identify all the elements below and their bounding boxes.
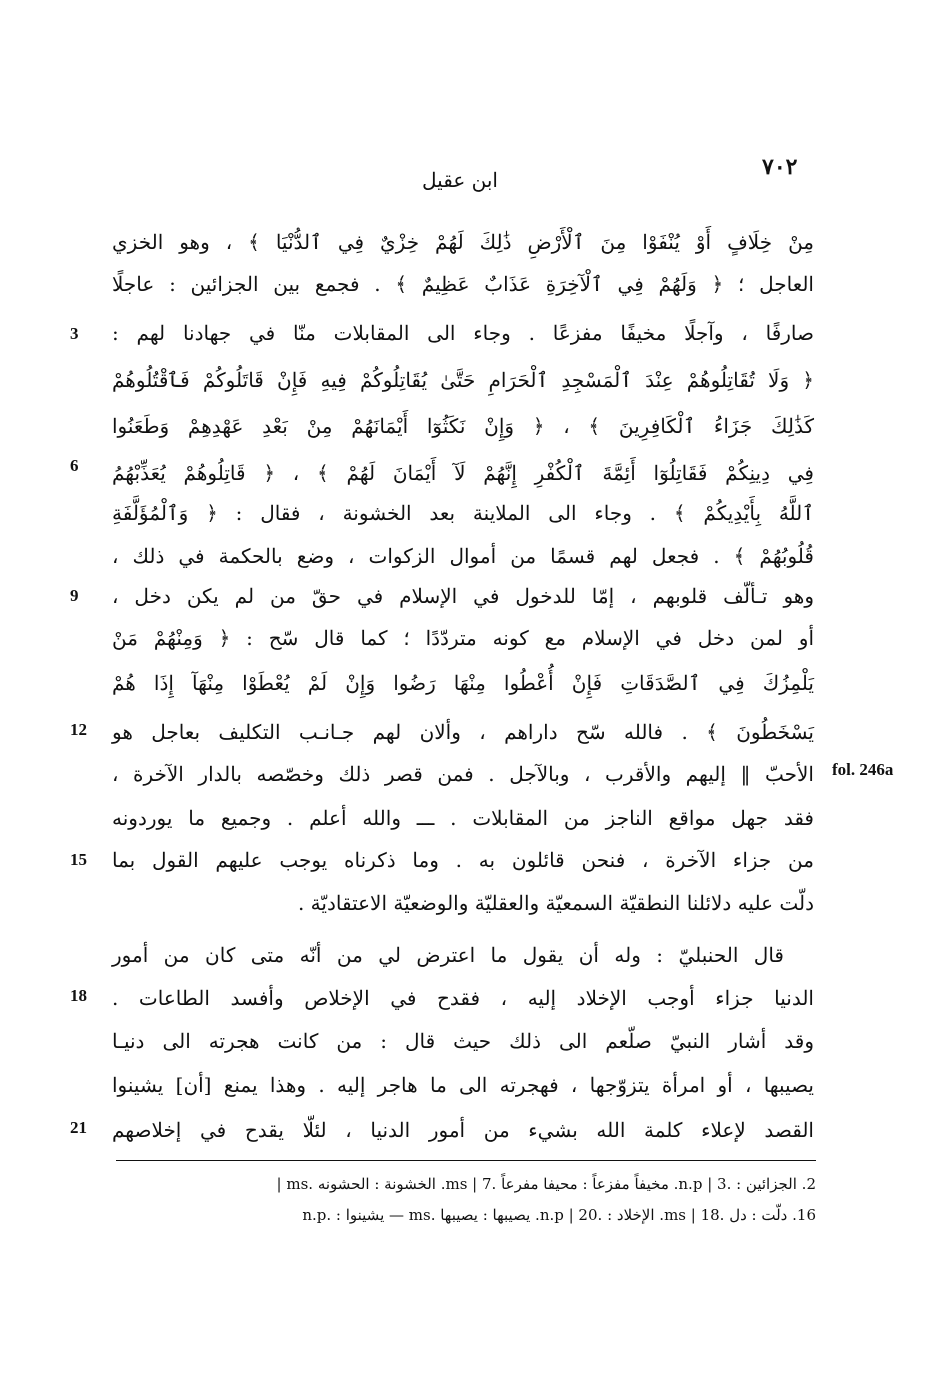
text-line: وهو تـألّف قلوبهم ، إمّا للدخول في الإسلام في حقّ من لم يكن دخل ، [112,584,814,608]
line-number: 3 [70,324,79,343]
text-line: ﴿ وَلَا تُقَاتِلُوهُمْ عِنْدَ ٱلْمَسْجِدِ ٱلْحَرَامِ حَتَّىٰ يُقَاتِلُوكُمْ فِيهِ فَإِنْ قَاتَلُوكُمْ فَٱقْتُلُوهُمْ [112,368,814,392]
line-number: 18 [70,986,87,1005]
text-line: صارفًا ، وآجلًا مخيفًا مفزعًا . وجاء الى المقابلات منّا في جهادنا لهم : [112,321,814,345]
text-line: وقد أشار النبيّ صلّعم الى ذلك حيث قال : من كانت هجرته الى دنيـا [112,1029,814,1053]
text-line: دلّت عليه دلائلنا النطقيّة السمعيّة والعقليّة والوضعيّة الاعتقاديّة . [297,891,814,915]
running-head: ابن عقيل [422,168,498,192]
text-line: قال الحنبليّ : وله أن يقول ما اعترض لي من أنّه متى كان من أمور [112,943,784,967]
text-line: يَسْخَطُونَ ﴾ . فالله سّح داراهم ، وألان لهم جـانـب التكليف بعاجل هو [112,720,814,744]
text-line: ٱللَّهُ بِأَيْدِيكُمْ ﴾ . وجاء الى الملاينة بعد الخشونة ، فقال : ﴿ وَٱلْمُؤَلَّفَةِ [112,501,814,525]
footnote-line: 2. الجزائين : .n.p | 3. مخيفاً مفزعاً : محيفا مفرعاً .ms | 7. الخشونة : الحشونه .ms | [276,1175,816,1193]
footnote-rule [116,1160,816,1161]
text-line: كَذَٰلِكَ جَزَاءُ ٱلْكَافِرِينَ ﴾ ، ﴿ وَإِنْ نَكَثُوٓا أَيْمَانَهُمْ مِنْ بَعْدِ عَهْدِهِمْ وَطَعَنُوا [112,414,814,438]
line-number: 15 [70,850,87,869]
text-line: الدنيا جزاء أوجب الإخلاد إليه ، فقدح في الإخلاص وأفسد الطاعات . [112,986,814,1010]
text-line: الأحبّ ‖ إليهم والأقرب ، وبالآجل . فمن قصر ذلك وخصّصه بالدار الآخرة ، [112,762,814,786]
text-line: أو لمن دخل في الإسلام مع كونه متردّدًا ؛ كما قال سّح : ﴿ وَمِنْهُمْ مَنْ [112,626,814,650]
line-number: 12 [70,720,87,739]
page-number: ٧٠٢ [762,154,798,180]
text-line: فقد جهل مواقع الناجز من المقابلات . ـــ والله أعلم . وجميع ما يوردونه [112,806,814,830]
line-number: 9 [70,586,79,605]
text-line: العاجل ؛ ﴿ وَلَهُمْ فِي ٱلْآخِرَةِ عَذَابٌ عَظِيمٌ ﴾ . فجمع بين الجزائين : عاجلًا [112,272,814,296]
folio-marker: fol. 246a [832,760,894,779]
text-line: فِي دِينِكُمْ فَقَاتِلُوٓا أَئِمَّةَ ٱلْكُفْرِ إِنَّهُمْ لَآ أَيْمَانَ لَهُمْ ﴾ ، ﴿ قَاتِلُوهُمْ يُعَذِّبْهُمُ [112,461,814,485]
footnote-line: 16. دلّت : دل .ms | 18. الإخلاد : .n.p | 20. يصيبها : يصيبها .ms — يشينوا : .n.p [302,1206,816,1224]
text-line: يَلْمِزُكَ فِي ٱلصَّدَقَاتِ فَإِنْ أُعْطُوا مِنْهَا رَضُوا وَإِنْ لَمْ يُعْطَوْا مِنْهَآ إِذَا هُمْ [112,671,814,695]
text-line: من جزاء الآخرة ، فنحن قائلون به . وما ذكرناه يوجب عليهم القول بما [112,848,814,872]
line-number: 21 [70,1118,87,1137]
text-line: يصيبها ، أو امرأة يتزوّجها ، فهجرته الى ما هاجر إليه . وهذا يمنع [أن] يشينوا [112,1073,814,1097]
text-line: القصد لإعلاء كلمة الله بشيء من أمور الدنيا ، لئلّا يقدح في إخلاصهم [112,1118,814,1142]
text-line: مِنْ خِلَافٍ أَوْ يُنْفَوْا مِنَ ٱلْأَرْضِ ذَٰلِكَ لَهُمْ خِزْيٌ فِي ٱلدُّنْيَا ﴾ ، وهو الخزي [112,230,815,254]
text-line: قُلُوبُهُمْ ﴾ . فجعل لهم قسمًا من أموال الزكوات ، وضع بالحكمة في ذلك ، [112,544,814,568]
line-number: 6 [70,456,79,475]
